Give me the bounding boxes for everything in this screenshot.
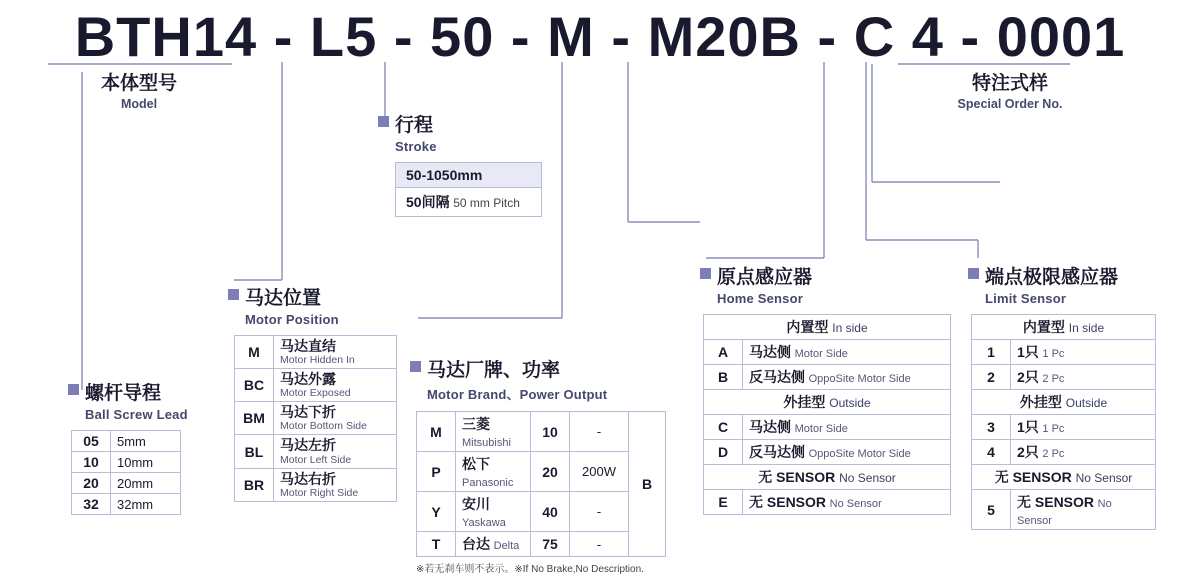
motor-position-value: [274, 402, 397, 435]
motor-position-key: M: [235, 336, 274, 369]
home-sensor-table: [703, 314, 951, 515]
label-home-sensor: [700, 262, 951, 306]
motor-position-key: BC: [235, 369, 274, 402]
lead-key: 32: [72, 494, 111, 515]
lead-value: 10mm: [111, 452, 181, 473]
brand-name: [456, 452, 531, 492]
ball-screw-lead-table: [71, 430, 181, 515]
label-home-sensor-en: Home Sensor: [717, 291, 804, 306]
limit-sensor-cn: 无 SENSOR: [1017, 494, 1095, 510]
label-stroke-cn: 行程: [395, 115, 434, 136]
ball-screw-lead-block: [68, 378, 188, 515]
brand-key: Y: [417, 492, 456, 532]
table-row: [417, 412, 666, 452]
label-motor-brand: [410, 355, 666, 403]
brand-en: Panasonic: [462, 477, 514, 489]
limit-sensor-key: 1: [972, 340, 1011, 365]
table-row: [417, 532, 666, 557]
motor-position-en: Motor Right Side: [280, 486, 359, 499]
stroke-block: [378, 110, 542, 217]
limit-sensor-table: [971, 314, 1156, 530]
motor-position-en: Motor Left Side: [280, 453, 352, 466]
label-ball-screw-lead-en: Ball Screw Lead: [85, 407, 188, 422]
brand-cn: 安川: [462, 496, 490, 512]
lead-key: 10: [72, 452, 111, 473]
limit-sensor-en: 2 Pc: [1042, 448, 1065, 460]
table-row: [72, 473, 181, 494]
bullet-square-icon: [700, 268, 711, 279]
limit-sensor-key: 3: [972, 415, 1011, 440]
bullet-square-icon: [68, 384, 79, 395]
table-row: [235, 435, 397, 468]
lead-value: 32mm: [111, 494, 181, 515]
label-ball-screw-lead-cn: 螺杆导程: [85, 383, 162, 404]
table-row: [704, 365, 951, 390]
limit-sensor-group-inside: [972, 315, 1156, 340]
limit-sensor-group-outside-cn: 外挂型: [1019, 394, 1062, 410]
code-separator: -: [510, 5, 531, 68]
table-row: [972, 365, 1156, 390]
table-row: [417, 492, 666, 532]
home-sensor-block: [700, 262, 951, 515]
code-segment: M: [547, 5, 595, 68]
home-sensor-en: No Sensor: [829, 498, 882, 510]
home-sensor-none-band-en: No Sensor: [839, 471, 896, 485]
label-motor-position: [228, 283, 397, 327]
bullet-square-icon: [378, 116, 389, 127]
home-sensor-value: [743, 490, 951, 515]
limit-sensor-value: [1011, 415, 1156, 440]
limit-sensor-block: [968, 262, 1156, 530]
motor-position-value: [274, 336, 397, 369]
home-sensor-cn: 马达侧: [749, 419, 791, 435]
power-value: -: [570, 412, 629, 452]
table-row: [972, 440, 1156, 465]
code-segment: 4: [911, 5, 944, 68]
table-row: [972, 490, 1156, 530]
table-row: [235, 468, 397, 501]
bullet-square-icon: [228, 289, 239, 300]
table-row: [972, 315, 1156, 340]
stroke-range: 50-1050mm: [396, 163, 541, 188]
home-sensor-value: [743, 340, 951, 365]
home-sensor-key: A: [704, 340, 743, 365]
brand-key: T: [417, 532, 456, 557]
code-segment: M20B: [647, 5, 801, 68]
brand-cn: 三菱: [462, 416, 490, 432]
label-model-en: Model: [120, 97, 158, 111]
home-sensor-group-outside: [704, 390, 951, 415]
motor-position-en: Motor Hidden In: [280, 354, 355, 367]
code-segment: 50: [430, 5, 495, 68]
table-row: [72, 431, 181, 452]
label-motor-brand-en: Motor Brand、Power Output: [427, 387, 608, 402]
lead-value: 5mm: [111, 431, 181, 452]
motor-brand-table: [416, 411, 666, 557]
limit-sensor-group-inside-cn: 内置型: [1022, 319, 1065, 335]
table-row: [972, 340, 1156, 365]
code-segment: L5: [309, 5, 378, 68]
motor-position-value: [274, 435, 397, 468]
brand-cn: 台达: [462, 536, 490, 552]
limit-sensor-none-band-cn: 无 SENSOR: [994, 469, 1072, 485]
code-segment: 0001: [996, 5, 1126, 68]
home-sensor-cn: 无 SENSOR: [749, 494, 827, 510]
limit-sensor-key: 5: [972, 490, 1011, 530]
brand-name: [456, 492, 531, 532]
motor-brand-block: [410, 355, 666, 575]
table-row: [704, 415, 951, 440]
power-value: 200W: [570, 452, 629, 492]
table-row: [704, 340, 951, 365]
home-sensor-value: [743, 365, 951, 390]
motor-position-block: [228, 283, 397, 502]
label-limit-sensor-cn: 端点极限感应器: [985, 267, 1119, 288]
limit-sensor-value: [1011, 440, 1156, 465]
label-special-order-en: Special Order No.: [957, 97, 1063, 111]
limit-sensor-value: [1011, 365, 1156, 390]
bullet-square-icon: [968, 268, 979, 279]
label-limit-sensor-en: Limit Sensor: [985, 291, 1067, 306]
label-special-order-cn: 特注式样: [971, 73, 1048, 94]
label-special-order: [900, 68, 1120, 111]
code-separator: -: [960, 5, 981, 68]
brand-en: Mitsubishi: [462, 437, 511, 449]
limit-sensor-cn: 1只: [1017, 344, 1039, 360]
lead-key: 05: [72, 431, 111, 452]
limit-sensor-group-outside-en: Outside: [1065, 396, 1108, 410]
limit-sensor-cn: 2只: [1017, 444, 1039, 460]
brand-name: [456, 412, 531, 452]
table-row: [972, 465, 1156, 490]
code-segment: C: [853, 5, 896, 68]
motor-position-en: Motor Bottom Side: [280, 420, 367, 433]
power-value: -: [570, 492, 629, 532]
power-key: 10: [531, 412, 570, 452]
label-home-sensor-cn: 原点感应器: [717, 267, 813, 288]
brand-key: P: [417, 452, 456, 492]
limit-sensor-cn: 2只: [1017, 369, 1039, 385]
brake-code: B: [629, 412, 666, 557]
stroke-table: [395, 162, 542, 217]
bullet-square-icon: [410, 361, 421, 372]
home-sensor-value: [743, 415, 951, 440]
motor-position-value: [274, 369, 397, 402]
label-motor-position-en: Motor Position: [245, 312, 339, 327]
label-motor-position-cn: 马达位置: [245, 288, 322, 309]
motor-position-value: [274, 468, 397, 501]
table-row: [417, 452, 666, 492]
label-limit-sensor: [968, 262, 1156, 306]
limit-sensor-en: 2 Pc: [1042, 373, 1065, 385]
brand-en: Delta: [493, 540, 520, 552]
home-sensor-none-band: [704, 465, 951, 490]
brand-key: M: [417, 412, 456, 452]
limit-sensor-none-band-en: No Sensor: [1075, 471, 1133, 485]
motor-position-en: Motor Exposed: [280, 387, 351, 400]
limit-sensor-en: 1 Pc: [1042, 348, 1065, 360]
table-row: [704, 490, 951, 515]
power-key: 40: [531, 492, 570, 532]
limit-sensor-none-band: [972, 465, 1156, 490]
home-sensor-en: OppoSite Motor Side: [808, 448, 911, 460]
lead-key: 20: [72, 473, 111, 494]
home-sensor-key: D: [704, 440, 743, 465]
limit-sensor-value: [1011, 340, 1156, 365]
limit-sensor-en: 1 Pc: [1042, 423, 1065, 435]
label-stroke-en: Stroke: [395, 139, 437, 154]
home-sensor-value: [743, 440, 951, 465]
home-sensor-cn: 反马达侧: [749, 444, 805, 460]
home-sensor-key: E: [704, 490, 743, 515]
table-row: [704, 465, 951, 490]
label-motor-brand-cn: 马达厂牌、功率: [427, 360, 561, 381]
code-separator: -: [611, 5, 631, 68]
code-separator: -: [817, 5, 838, 68]
code-separator: -: [393, 5, 414, 68]
home-sensor-group-outside-cn: 外挂型: [783, 394, 826, 410]
code-segment: BTH14: [74, 5, 258, 68]
home-sensor-group-inside-en: In side: [832, 321, 868, 335]
table-row: [704, 390, 951, 415]
home-sensor-en: OppoSite Motor Side: [808, 373, 911, 385]
label-stroke: [378, 110, 542, 154]
home-sensor-key: C: [704, 415, 743, 440]
table-row: [704, 440, 951, 465]
limit-sensor-group-inside-en: In side: [1068, 321, 1105, 335]
limit-sensor-value: [1011, 490, 1156, 530]
limit-sensor-key: 4: [972, 440, 1011, 465]
motor-position-cn: 马达下折: [280, 404, 336, 421]
code-separator: -: [273, 5, 294, 68]
table-row: [72, 494, 181, 515]
motor-position-cn: 马达外露: [280, 371, 336, 388]
limit-sensor-group-outside: [972, 390, 1156, 415]
home-sensor-group-inside-cn: 内置型: [786, 319, 829, 335]
stroke-pitch: [396, 188, 541, 216]
table-row: [235, 402, 397, 435]
table-row: [235, 336, 397, 369]
motor-position-cn: 马达左折: [280, 437, 336, 454]
home-sensor-en: Motor Side: [794, 348, 848, 360]
limit-sensor-en: No Sensor: [1017, 498, 1112, 527]
lead-value: 20mm: [111, 473, 181, 494]
brand-en: Yaskawa: [462, 517, 506, 529]
power-value: -: [570, 532, 629, 557]
table-row: [972, 415, 1156, 440]
home-sensor-group-outside-en: Outside: [829, 396, 871, 410]
table-row: [704, 315, 951, 340]
home-sensor-none-band-cn: 无 SENSOR: [758, 469, 836, 485]
label-ball-screw-lead: [68, 378, 188, 422]
brand-cn: 松下: [462, 456, 490, 472]
motor-position-key: BR: [235, 468, 274, 501]
table-row: [72, 452, 181, 473]
brand-name: [456, 532, 531, 557]
label-model: [44, 68, 234, 111]
home-sensor-en: Motor Side: [794, 423, 848, 435]
limit-sensor-key: 2: [972, 365, 1011, 390]
limit-sensor-cn: 1只: [1017, 419, 1039, 435]
motor-position-key: BM: [235, 402, 274, 435]
power-key: 20: [531, 452, 570, 492]
home-sensor-cn: 反马达侧: [749, 369, 805, 385]
stroke-pitch-cn: 50间隔: [406, 194, 450, 210]
home-sensor-group-inside: [704, 315, 951, 340]
model-code: [0, 4, 1200, 69]
motor-position-key: BL: [235, 435, 274, 468]
home-sensor-cn: 马达侧: [749, 344, 791, 360]
motor-position-cn: 马达直结: [280, 338, 336, 354]
home-sensor-key: B: [704, 365, 743, 390]
motor-position-cn: 马达右折: [280, 470, 336, 487]
stroke-pitch-en: 50 mm Pitch: [453, 196, 520, 210]
table-row: [235, 369, 397, 402]
label-model-cn: 本体型号: [100, 73, 177, 94]
motor-position-table: [234, 335, 397, 502]
table-row: [972, 390, 1156, 415]
motor-brand-note: ※若无刹车则不表示。※If No Brake,No Description.: [416, 564, 644, 575]
power-key: 75: [531, 532, 570, 557]
